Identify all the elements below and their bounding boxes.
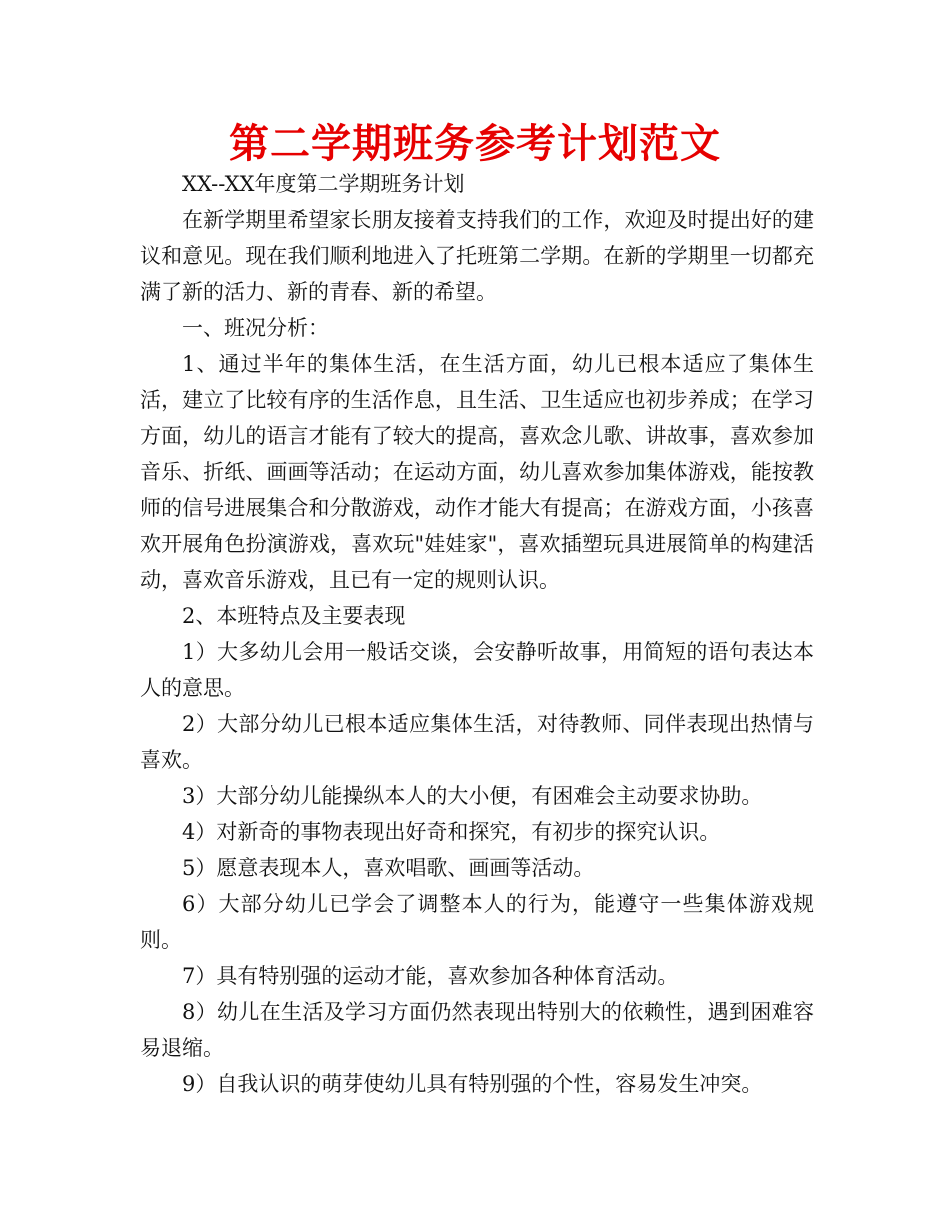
list-item: 9）自我认识的萌芽使幼儿具有特别强的个性，容易发生冲突。: [182, 1072, 763, 1096]
list-item: 1）大多幼儿会用一般话交谈，会安静听故事，用简短的语句表达本人的意思。: [140, 640, 814, 700]
section-heading-class-analysis: 一、班况分析：: [182, 316, 329, 340]
list-item: 7）具有特别强的运动才能，喜欢参加各种体育活动。: [182, 964, 679, 988]
document-body: [140, 166, 814, 1102]
paragraph-item-1: 1、通过半年的集体生活，在生活方面，幼儿已根本适应了集体生活，建立了比较有序的生活作息，且生活、卫生适应也初步养成；在学习方面，幼儿的语言才能有了较大的提高，喜欢念儿歌、讲故事，喜欢参加音乐、折纸、画画等活动；在运动方面，幼儿喜欢参加集体游戏，能按教师的信号进展集合和分散游戏，动作才能大有提高；在游戏方面，小孩喜欢开展角色扮演游戏，喜欢玩"娃娃家"，喜欢插塑玩具进展简单的构建活动，喜欢音乐游戏，且已有一定的规则认识。: [140, 352, 814, 592]
paragraph-item-2-heading: 2、本班特点及主要表现: [182, 604, 406, 628]
list-item: 8）幼儿在生活及学习方面仍然表现出特别大的依赖性，遇到困难容易退缩。: [140, 1000, 814, 1060]
list-item: 4）对新奇的事物表现出好奇和探究，有初步的探究认识。: [182, 820, 721, 844]
document-subtitle: XX--XX年度第二学期班务计划: [182, 172, 465, 196]
document-title: 第二学期班务参考计划范文: [229, 121, 721, 167]
paragraph-intro: 在新学期里希望家长朋友接着支持我们的工作，欢迎及时提出好的建议和意见。现在我们顺利地进入了托班第二学期。在新的学期里一切都充满了新的活力、新的青春、新的希望。: [140, 208, 814, 304]
list-item: 5）愿意表现本人，喜欢唱歌、画画等活动。: [182, 856, 595, 880]
list-item: 6）大部分幼儿已学会了调整本人的行为，能遵守一些集体游戏规则。: [140, 892, 814, 952]
list-item: 3）大部分幼儿能操纵本人的大小便，有困难会主动要求协助。: [182, 784, 763, 808]
list-item: 2）大部分幼儿已根本适应集体生活，对待教师、同伴表现出热情与喜欢。: [140, 712, 814, 772]
